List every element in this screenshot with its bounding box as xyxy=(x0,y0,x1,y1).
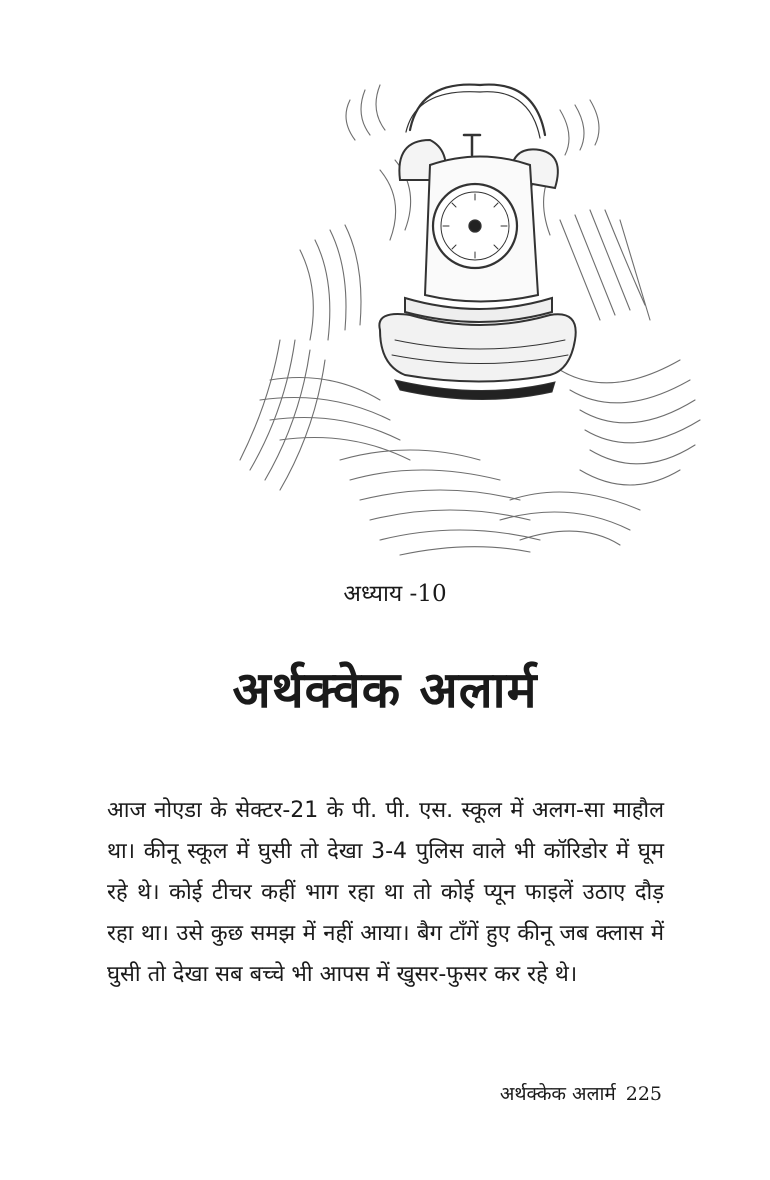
page-number: 225 xyxy=(625,1083,662,1105)
alarm-clock-icon xyxy=(180,40,740,600)
chapter-number: अध्याय -10 xyxy=(343,581,447,607)
page-footer xyxy=(500,1080,662,1106)
chapter-title: अर्थक्वेक अलार्म xyxy=(232,661,538,719)
paragraph: आज नोएडा के सेक्टर-21 के पी. पी. एस. स्कूल में अलग-सा माहौल था। कीनू स्कूल में घुसी तो देखा 3-4 पुलिस वाले भी कॉरिडोर में घूम रहे थे। कोई टीचर कहीं भाग रहा था तो कोई प्यून फाइलें उठाए दौड़ रहा था। उसे कुछ समझ में नहीं आया। बैग टाँगें हुए कीनू जब क्लास में घुसी तो देखा सब बच्चे भी आपस में खुसर-फुसर कर रहे थे। xyxy=(107,798,664,987)
running-title: अर्थक्केक अलार्म xyxy=(499,1083,616,1105)
alarm-clock-illustration xyxy=(180,40,740,600)
body-text xyxy=(107,790,664,995)
